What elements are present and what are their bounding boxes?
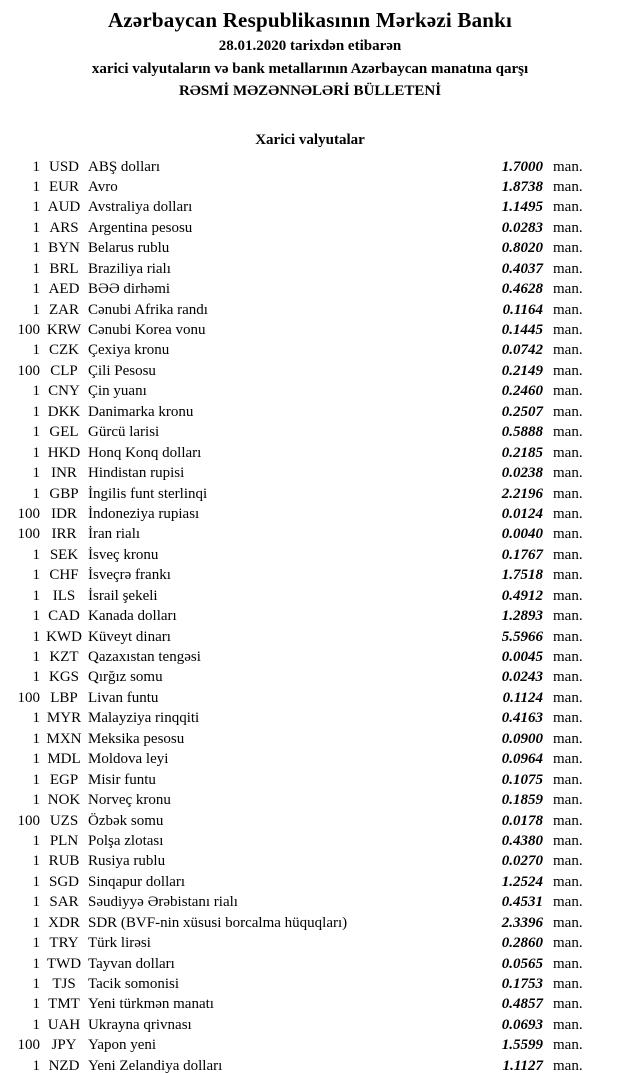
- rate-value: 0.4628: [501, 281, 543, 298]
- currency-name: ABŞ dolları: [88, 158, 161, 175]
- rate-value: 0.0124: [501, 505, 543, 522]
- table-row: [0, 504, 620, 524]
- rate-value: 0.8020: [501, 240, 543, 257]
- currency-name: Misir funtu: [88, 771, 156, 788]
- table-row: [0, 381, 620, 401]
- rate-value: 0.1767: [501, 546, 543, 563]
- nominal-value: 1: [32, 976, 40, 992]
- currency-code: MYR: [46, 710, 82, 727]
- currency-name: Argentina pesosu: [88, 219, 193, 236]
- unit-label: man.: [553, 322, 583, 338]
- table-row: [0, 1056, 620, 1073]
- currency-name: Honq Konq dolları: [88, 444, 202, 461]
- currency-name: Çexiya kronu: [88, 342, 170, 359]
- rate-value: 0.1164: [502, 301, 543, 318]
- nominal-value: 1: [32, 383, 40, 400]
- nominal-value: 1: [32, 546, 40, 563]
- unit-label: man.: [553, 526, 583, 543]
- nominal-value: 1: [32, 608, 40, 625]
- currency-name: Livan funtu: [88, 689, 159, 706]
- rate-value: 0.0283: [501, 219, 543, 236]
- table-row: [0, 1035, 620, 1055]
- rate-value: 0.0964: [501, 751, 543, 768]
- currency-name: Yeni Zelandiya dolları: [88, 1057, 223, 1073]
- table-row: [0, 954, 620, 974]
- unit-label: man.: [553, 362, 583, 379]
- nominal-value: 1: [32, 444, 40, 461]
- table-row: [0, 688, 620, 708]
- nominal-value: 1: [32, 771, 40, 788]
- table-row: [0, 279, 620, 299]
- rate-value: 0.2460: [501, 383, 543, 400]
- table-row: [0, 157, 620, 177]
- rate-value: 0.1859: [501, 792, 543, 809]
- table-row: [0, 892, 620, 912]
- currency-code: EGP: [49, 771, 79, 788]
- currency-code: LBP: [50, 689, 78, 706]
- table-row: [0, 647, 620, 667]
- currency-name: Norveç kronu: [88, 792, 171, 809]
- rate-value: 0.0900: [501, 730, 543, 747]
- rate-value: 1.7000: [501, 158, 543, 175]
- table-row: [0, 545, 620, 565]
- nominal-value: 1: [32, 935, 40, 952]
- currency-code: KWD: [46, 628, 82, 645]
- rate-value: 0.1124: [502, 689, 543, 706]
- rate-value: 0.0742: [501, 342, 543, 359]
- currency-code: ZAR: [49, 301, 79, 318]
- nominal-value: 1: [32, 240, 40, 257]
- currency-name: Küveyt dinarı: [88, 628, 171, 645]
- table-row: [0, 524, 620, 544]
- table-row: [0, 197, 620, 217]
- unit-label: man.: [553, 158, 583, 175]
- table-row: [0, 484, 620, 504]
- currency-code: SEK: [49, 546, 79, 563]
- currency-code: XDR: [48, 914, 80, 931]
- table-row: [0, 1015, 620, 1035]
- unit-label: man.: [553, 894, 583, 911]
- nominal-value: 1: [32, 260, 40, 277]
- table-row: [0, 177, 620, 197]
- unit-label: man.: [553, 914, 583, 931]
- section-title: Xarici valyutalar: [255, 131, 365, 148]
- currency-name: Özbək somu: [88, 812, 164, 829]
- bulletin-title: RƏSMİ MƏZƏNNƏLƏRİ BÜLLETENİ: [178, 83, 442, 99]
- unit-label: man.: [553, 832, 583, 849]
- currency-code: KZT: [49, 649, 79, 665]
- unit-label: man.: [553, 730, 583, 747]
- unit-label: man.: [553, 403, 583, 420]
- unit-label: man.: [553, 383, 583, 400]
- rate-value: 0.2860: [501, 935, 543, 952]
- nominal-value: 1: [32, 894, 40, 911]
- unit-label: man.: [553, 546, 583, 563]
- rate-value: 0.2185: [501, 444, 543, 461]
- currency-name: Ukrayna qrivnası: [88, 1016, 192, 1033]
- nominal-value: 1: [32, 914, 40, 931]
- currency-code: ILS: [52, 587, 76, 604]
- nominal-value: 1: [32, 1016, 40, 1033]
- currency-code: MDL: [47, 751, 81, 768]
- currency-name: Tacik somonisi: [88, 976, 180, 992]
- unit-label: man.: [553, 669, 583, 686]
- currency-code: MXN: [46, 730, 82, 747]
- currency-code: GEL: [49, 424, 79, 441]
- rate-value: 0.0178: [501, 812, 543, 829]
- nominal-value: 1: [32, 485, 40, 502]
- currency-name: Tayvan dolları: [88, 955, 175, 972]
- nominal-value: 1: [32, 178, 40, 195]
- rate-value: 0.0565: [501, 955, 543, 972]
- rate-value: 0.4857: [501, 996, 543, 1013]
- rate-value: 1.2524: [501, 873, 543, 890]
- unit-label: man.: [553, 485, 583, 502]
- table-row: [0, 851, 620, 871]
- unit-label: man.: [553, 1057, 583, 1073]
- currency-code: HKD: [47, 444, 81, 461]
- nominal-value: 1: [32, 751, 40, 768]
- unit-label: man.: [553, 689, 583, 706]
- nominal-value: 1: [32, 465, 40, 482]
- unit-label: man.: [553, 955, 583, 972]
- table-row: [0, 361, 620, 381]
- table-row: [0, 831, 620, 851]
- table-row: [0, 320, 620, 340]
- nominal-value: 1: [32, 996, 40, 1013]
- subtitle-line: xarici valyutaların və bank metallarının Azərbaycan manatına qarşı: [91, 60, 529, 77]
- unit-label: man.: [553, 710, 583, 727]
- page-title: Azərbaycan Respublikasının Mərkəzi Bankı: [107, 8, 513, 32]
- nominal-value: 1: [32, 199, 40, 216]
- currency-code: BRL: [49, 260, 79, 277]
- table-row: [0, 218, 620, 238]
- currency-code: UZS: [49, 812, 79, 829]
- currency-name: İsrail şekeli: [88, 587, 158, 604]
- currency-name: Yeni türkmən manatı: [88, 996, 214, 1013]
- nominal-value: 1: [32, 730, 40, 747]
- nominal-value: 1: [32, 587, 40, 604]
- table-row: [0, 627, 620, 647]
- unit-label: man.: [553, 853, 583, 870]
- currency-code: BYN: [48, 240, 80, 257]
- currency-code: CHF: [49, 567, 79, 584]
- rate-value: 1.7518: [501, 567, 543, 584]
- nominal-value: 1: [32, 669, 40, 686]
- nominal-value: 100: [17, 1037, 40, 1054]
- currency-name: Avro: [88, 178, 118, 195]
- rate-value: 1.8738: [501, 178, 543, 195]
- nominal-value: 1: [32, 424, 40, 441]
- rate-value: 0.4912: [501, 587, 543, 604]
- unit-label: man.: [553, 976, 583, 992]
- unit-label: man.: [553, 301, 583, 318]
- currency-code: CNY: [48, 383, 80, 400]
- rate-value: 2.3396: [501, 914, 543, 931]
- unit-label: man.: [553, 996, 583, 1013]
- nominal-value: 1: [32, 567, 40, 584]
- nominal-value: 1: [32, 873, 40, 890]
- currency-code: IDR: [51, 505, 77, 522]
- table-row: [0, 565, 620, 585]
- currency-code: PLN: [49, 832, 79, 849]
- currency-code: INR: [51, 465, 77, 482]
- table-row: [0, 340, 620, 360]
- unit-label: man.: [553, 587, 583, 604]
- nominal-value: 100: [17, 322, 40, 338]
- unit-label: man.: [553, 608, 583, 625]
- currency-name: İran rialı: [88, 526, 141, 543]
- table-row: [0, 586, 620, 606]
- currency-code: AED: [48, 281, 80, 298]
- currency-code: TWD: [46, 955, 82, 972]
- currency-code: GBP: [49, 485, 79, 502]
- rates-table: [0, 157, 620, 1073]
- rate-value: 0.4531: [501, 894, 543, 911]
- currency-code: UAH: [47, 1016, 81, 1033]
- currency-code: DKK: [47, 403, 81, 420]
- table-row: [0, 422, 620, 442]
- table-row: [0, 790, 620, 810]
- currency-name: Çili Pesosu: [88, 362, 156, 379]
- rate-value: 0.4163: [501, 710, 543, 727]
- unit-label: man.: [553, 1016, 583, 1033]
- currency-name: Kanada dolları: [88, 608, 177, 625]
- unit-label: man.: [553, 505, 583, 522]
- nominal-value: 1: [32, 853, 40, 870]
- nominal-value: 100: [17, 812, 40, 829]
- nominal-value: 1: [32, 342, 40, 359]
- currency-name: Çin yuanı: [88, 383, 147, 400]
- currency-name: Belarus rublu: [88, 240, 170, 257]
- nominal-value: 1: [32, 1057, 40, 1073]
- rate-value: 0.0045: [501, 649, 543, 665]
- currency-code: TJS: [52, 976, 76, 992]
- rate-value: 1.5599: [501, 1037, 543, 1054]
- unit-label: man.: [553, 771, 583, 788]
- currency-name: Türk lirəsi: [88, 935, 151, 952]
- rate-value: 0.4037: [501, 260, 543, 277]
- currency-name: Qazaxıstan tengəsi: [88, 649, 201, 665]
- currency-code: KGS: [48, 669, 79, 686]
- rate-value: 5.5966: [501, 628, 543, 645]
- unit-label: man.: [553, 751, 583, 768]
- rate-value: 0.2149: [501, 362, 543, 379]
- unit-label: man.: [553, 812, 583, 829]
- currency-name: Braziliya rialı: [88, 260, 171, 277]
- currency-name: Hindistan rupisi: [88, 465, 185, 482]
- table-row: [0, 770, 620, 790]
- rate-value: 0.1445: [501, 322, 543, 338]
- currency-code: TRY: [49, 935, 79, 952]
- currency-code: IRR: [51, 526, 77, 543]
- table-row: [0, 872, 620, 892]
- currency-name: İngilis funt sterlinqi: [88, 485, 208, 502]
- table-row: [0, 667, 620, 687]
- currency-name: Gürcü larisi: [88, 424, 160, 441]
- rate-value: 0.0270: [501, 853, 543, 870]
- rate-value: 0.5888: [501, 424, 543, 441]
- table-row: [0, 729, 620, 749]
- currency-code: AUD: [47, 199, 81, 216]
- nominal-value: 1: [32, 628, 40, 645]
- currency-name: BƏƏ dirhəmi: [88, 281, 171, 298]
- currency-name: Rusiya rublu: [88, 853, 166, 870]
- currency-code: CAD: [48, 608, 80, 625]
- table-row: [0, 463, 620, 483]
- currency-name: İsveç kronu: [88, 546, 159, 563]
- unit-label: man.: [553, 873, 583, 890]
- currency-name: Danimarka kronu: [88, 403, 194, 420]
- unit-label: man.: [553, 1037, 583, 1054]
- table-row: [0, 913, 620, 933]
- table-row: [0, 933, 620, 953]
- table-row: [0, 708, 620, 728]
- nominal-value: 1: [32, 301, 40, 318]
- unit-label: man.: [553, 219, 583, 236]
- unit-label: man.: [553, 628, 583, 645]
- unit-label: man.: [553, 178, 583, 195]
- currency-code: CLP: [50, 362, 78, 379]
- currency-code: EUR: [49, 178, 79, 195]
- bulletin-header: [0, 0, 620, 103]
- unit-label: man.: [553, 424, 583, 441]
- table-row: [0, 994, 620, 1014]
- currency-name: Malayziya rinqqiti: [88, 710, 200, 727]
- table-row: [0, 606, 620, 626]
- rate-value: 1.1495: [501, 199, 543, 216]
- currency-name: İndoneziya rupiası: [88, 505, 200, 522]
- rate-value: 0.0040: [501, 526, 543, 543]
- unit-label: man.: [553, 465, 583, 482]
- unit-label: man.: [553, 649, 583, 665]
- unit-label: man.: [553, 240, 583, 257]
- table-row: [0, 238, 620, 258]
- currency-name: Avstraliya dolları: [88, 199, 193, 216]
- nominal-value: 100: [17, 526, 40, 543]
- nominal-value: 1: [32, 832, 40, 849]
- nominal-value: 1: [32, 403, 40, 420]
- currency-code: USD: [48, 158, 79, 175]
- table-row: [0, 402, 620, 422]
- currency-name: Səudiyyə Ərəbistanı rialı: [88, 894, 238, 911]
- rate-value: 2.2196: [501, 485, 543, 502]
- nominal-value: 1: [32, 219, 40, 236]
- nominal-value: 1: [32, 158, 40, 175]
- unit-label: man.: [553, 281, 583, 298]
- nominal-value: 1: [32, 792, 40, 809]
- rate-value: 0.0243: [501, 669, 543, 686]
- currency-code: KRW: [46, 322, 82, 338]
- rate-value: 0.1075: [501, 771, 543, 788]
- date-line: 28.01.2020 tarixdən etibarən: [218, 38, 402, 54]
- currency-code: RUB: [48, 853, 80, 870]
- table-row: [0, 443, 620, 463]
- rate-value: 0.2507: [501, 403, 543, 420]
- currency-name: Qırğız somu: [88, 669, 163, 686]
- rate-value: 0.4380: [501, 832, 543, 849]
- currency-name: Moldova leyi: [88, 751, 169, 768]
- currency-code: SAR: [49, 894, 79, 911]
- currency-name: Meksika pesosu: [88, 730, 185, 747]
- currency-code: TMT: [48, 996, 80, 1013]
- currency-code: ARS: [49, 219, 79, 236]
- table-row: [0, 300, 620, 320]
- table-row: [0, 259, 620, 279]
- nominal-value: 100: [17, 362, 40, 379]
- table-row: [0, 749, 620, 769]
- rate-value: 1.2893: [501, 608, 543, 625]
- unit-label: man.: [553, 792, 583, 809]
- rate-value: 0.0693: [501, 1016, 543, 1033]
- currency-name: Yapon yeni: [88, 1037, 157, 1054]
- currency-code: CZK: [49, 342, 79, 359]
- currency-code: JPY: [51, 1037, 77, 1054]
- unit-label: man.: [553, 935, 583, 952]
- currency-code: NZD: [48, 1057, 80, 1073]
- rate-value: 0.0238: [501, 465, 543, 482]
- currency-code: NOK: [47, 792, 81, 809]
- nominal-value: 100: [17, 689, 40, 706]
- unit-label: man.: [553, 199, 583, 216]
- nominal-value: 1: [32, 281, 40, 298]
- currency-code: SGD: [48, 873, 79, 890]
- nominal-value: 1: [32, 710, 40, 727]
- unit-label: man.: [553, 260, 583, 277]
- currency-name: İsveçrə frankı: [88, 567, 171, 584]
- nominal-value: 100: [17, 505, 40, 522]
- rate-value: 1.1127: [502, 1057, 543, 1073]
- table-row: [0, 974, 620, 994]
- table-row: [0, 811, 620, 831]
- currency-name: Polşa zlotası: [88, 832, 164, 849]
- currency-name: Cənubi Korea vonu: [88, 322, 206, 338]
- currency-name: Sinqapur dolları: [88, 873, 186, 890]
- unit-label: man.: [553, 444, 583, 461]
- currency-name: Cənubi Afrika randı: [88, 301, 208, 318]
- rate-value: 0.1753: [501, 976, 543, 992]
- unit-label: man.: [553, 342, 583, 359]
- unit-label: man.: [553, 567, 583, 584]
- nominal-value: 1: [32, 649, 40, 665]
- currency-name: SDR (BVF-nin xüsusi borcalma hüquqları): [88, 914, 348, 931]
- nominal-value: 1: [32, 955, 40, 972]
